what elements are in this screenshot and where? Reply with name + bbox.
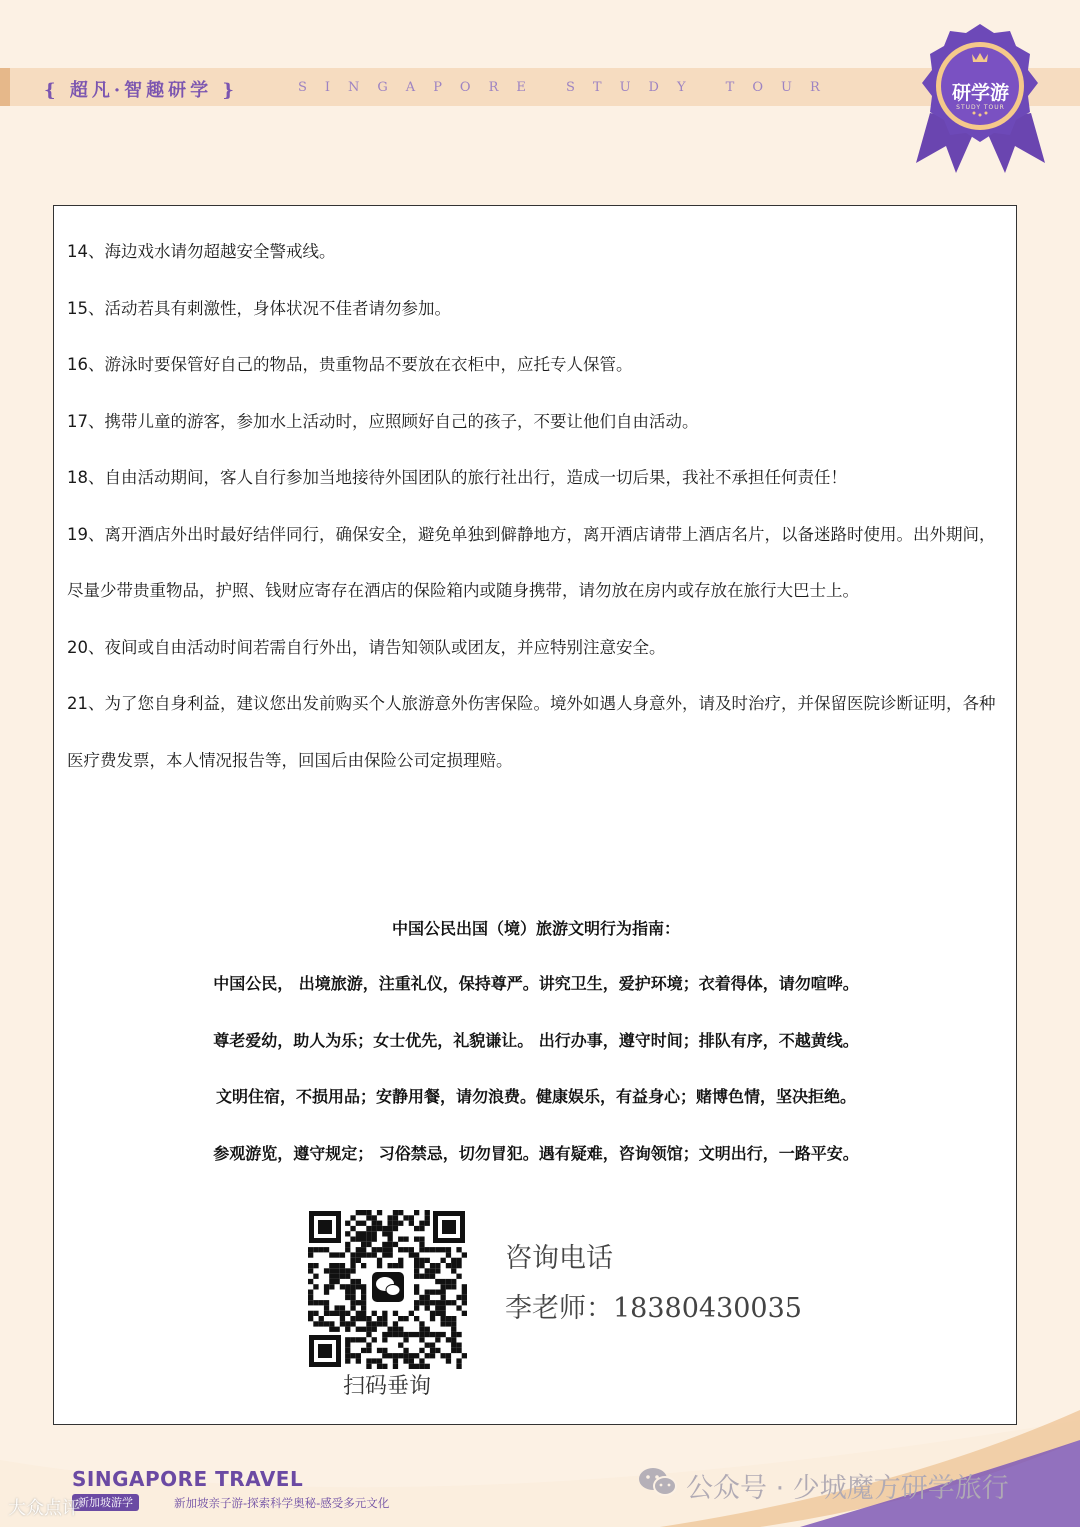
rule-item-17: 17、携带儿童的游客，参加水上活动时，应照顾好自己的孩子，不要让他们自由活动。	[67, 411, 699, 431]
guide-line: 文明住宿，不损用品；安静用餐，请勿浪费。健康娱乐，有益身心；赌博色情，坚决拒绝。	[215, 1087, 856, 1106]
guide-title: 中国公民出国（境）旅游文明行为指南：	[391, 919, 680, 938]
qr-caption: 扫码垂询	[342, 1374, 431, 1399]
header-accent	[0, 68, 10, 106]
rule-item-16: 16、游泳时要保管好自己的物品，贵重物品不要放在衣柜中，应托专人保管。	[67, 355, 633, 374]
content-box	[53, 205, 1017, 1425]
contact-phone[interactable]: 李老师：18380430035	[505, 1293, 802, 1324]
guide-line: 参观游览，遵守规定； 习俗禁忌，切勿冒犯。遇有疑难，咨询领馆；文明出行，一路平安。	[213, 1143, 859, 1163]
wechat-icon	[638, 1465, 678, 1499]
wechat-qr-code[interactable]	[307, 1209, 467, 1369]
qr-code-icon	[307, 1209, 467, 1369]
guide-lines	[54, 966, 1018, 1192]
header-brand: { 超凡·智趣研学 }	[44, 80, 238, 101]
rule-item-18: 18、自由活动期间，客人自行参加当地接待外国团队的旅行社出行，造成一切后果，我社不承担任何责任！	[67, 468, 847, 487]
rule-item-20: 20、夜间或自由活动时间若需自行外出，请告知领队或团友，并应特别注意安全。	[67, 637, 666, 657]
rules-list	[67, 224, 1007, 789]
footer-swoosh	[0, 1400, 1080, 1527]
rule-item-14: 14、海边戏水请勿超越安全警戒线。	[67, 242, 336, 261]
wechat-account-text: 公众号 · 少城魔方研学旅行	[686, 1473, 1009, 1504]
study-tour-badge	[908, 18, 1053, 178]
rule-item-19: 19、离开酒店外出时最好结伴同行，确保安全，避免单独到僻静地方，离开酒店请带上酒店名片，以备迷路时使用。出外期间，尽量少带贵重物品，护照、钱财应寄存在酒店的保险箱内或随身携带，请勿放在房内或存放在旅行大巴士上。	[67, 524, 996, 600]
guide-line: 尊老爱幼，助人为乐；女士优先，礼貌谦让。 出行办事，遵守时间；排队有序，不越黄线。	[213, 1030, 859, 1050]
rule-item-21: 21、为了您自身利益，建议您出发前购买个人旅游意外伤害保险。境外如遇人身意外，请及时治疗，并保留医院诊断证明，各种医疗费发票，本人情况报告等，回国后由保险公司定损理赔。	[67, 694, 996, 770]
footer-pill: 新加坡游学	[72, 1494, 139, 1511]
footer-subtitle: 新加坡亲子游-探索科学奥秘-感受多元文化	[174, 1496, 390, 1510]
dianping-watermark: 大众点评	[8, 1498, 80, 1519]
guide-line: 中国公民， 出境旅游，注重礼仪，保持尊严。讲究卫生，爱护环境；衣着得体，请勿喧哗。	[213, 974, 859, 993]
badge-title: 研学游	[951, 82, 1009, 104]
rule-item-15: 15、活动若具有刺激性，身体状况不佳者请勿参加。	[67, 298, 451, 318]
contact-title: 咨询电话	[505, 1243, 613, 1274]
footer-title: SINGAPORE TRAVEL	[72, 1467, 304, 1491]
badge-subtitle: STUDY TOUR	[956, 104, 1005, 111]
header-tour-text: SINGAPORE STUDY TOUR	[298, 80, 838, 95]
